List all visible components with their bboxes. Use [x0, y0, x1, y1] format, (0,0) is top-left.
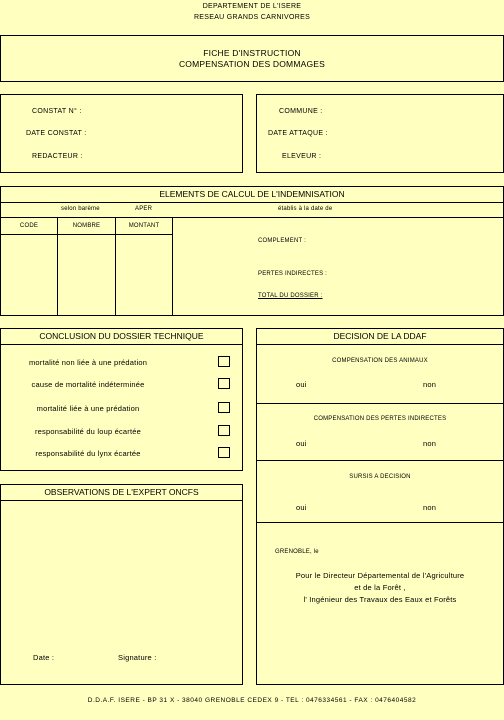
column-header-montant: MONTANT [128, 223, 160, 229]
header-network: RESEAU GRANDS CARNIVORES [193, 14, 311, 21]
non-label: non [423, 439, 437, 448]
grenoble-date-label: GRENOBLE, le [275, 549, 319, 555]
divider [257, 403, 503, 404]
column-divider [57, 217, 58, 316]
checkbox-mortalite-non-liee[interactable] [218, 356, 230, 367]
checkbox-loup-ecarte[interactable] [218, 425, 230, 436]
conclusion-item: mortalité non liée à une prédation [28, 358, 148, 367]
pertes-indirectes-label: PERTES INDIRECTES : [258, 271, 328, 277]
date-label: Date : [33, 653, 55, 662]
decision-heading-sursis: SURSIS A DECISION [349, 474, 411, 480]
divider [1, 234, 173, 235]
conclusion-item: cause de mortalité indéterminée [31, 380, 145, 389]
oui-label: oui [296, 380, 307, 389]
conclusion-item: responsabilité du loup écartée [34, 427, 142, 436]
divider [257, 460, 503, 461]
date-constat-label: DATE CONSTAT : [26, 130, 87, 137]
title-box [0, 35, 504, 82]
checkbox-cause-indeterminee[interactable] [218, 378, 230, 389]
date-attaque-label: DATE ATTAQUE : [268, 130, 328, 137]
title-line1: FICHE D'INSTRUCTION [203, 48, 301, 58]
conclusion-title: CONCLUSION DU DOSSIER TECHNIQUE [39, 331, 204, 341]
decision-title: DECISION DE LA DDAF [333, 331, 427, 341]
decision-heading-animaux: COMPENSATION DES ANIMAUX [332, 358, 428, 364]
redacteur-label: REDACTEUR : [32, 153, 83, 160]
observations-box [0, 484, 243, 685]
observations-title: OBSERVATIONS DE L'EXPERT ONCFS [44, 487, 199, 497]
non-label: non [423, 380, 437, 389]
oui-label: oui [296, 439, 307, 448]
aper-label: APER [135, 206, 153, 212]
checkbox-lynx-ecarte[interactable] [218, 447, 230, 458]
etablis-label: établis à la date de [278, 206, 333, 212]
divider [1, 500, 242, 501]
column-header-nombre: NOMBRE [72, 223, 101, 229]
eleveur-label: ELEVEUR : [282, 153, 322, 160]
oui-label: oui [296, 503, 307, 512]
divider [1, 344, 242, 345]
footer-address: D.D.A.F. ISERE - BP 31 X - 38040 GRENOBLE CEDEX 9 - TEL : 0476334561 - FAX : 0476404582 [87, 697, 417, 704]
constat-number-label: CONSTAT N° : [32, 108, 82, 115]
divider [1, 202, 503, 203]
column-divider [115, 217, 116, 316]
commune-label: COMMUNE : [279, 108, 323, 115]
signature-line: l' Ingénieur des Travaux des Eaux et Forêts [303, 595, 457, 604]
total-dossier-label: TOTAL DU DOSSIER : [258, 293, 323, 299]
column-header-code: CODE [19, 223, 39, 229]
selon-bareme-label: selon barème [61, 206, 100, 212]
conclusion-box [0, 328, 243, 471]
checkbox-mortalite-liee[interactable] [218, 402, 230, 413]
decision-heading-pertes: COMPENSATION DES PERTES INDIRECTES [313, 416, 447, 422]
header-department: DEPARTEMENT DE L'ISERE [202, 3, 302, 10]
elements-calcul-box [0, 186, 504, 316]
complement-label: COMPLEMENT : [258, 238, 306, 244]
decision-box [256, 328, 504, 685]
divider [257, 522, 503, 523]
column-divider [172, 217, 173, 316]
conclusion-item: mortalité liée à une prédation [36, 404, 140, 413]
constat-info-box [0, 94, 243, 173]
elements-title: ELEMENTS DE CALCUL DE L'INDEMNISATION [159, 189, 345, 199]
signature-label: Signature : [118, 653, 157, 662]
divider [1, 217, 503, 218]
divider [257, 344, 503, 345]
signature-line: et de la Forêt , [354, 583, 406, 592]
title-line2: COMPENSATION DES DOMMAGES [178, 59, 326, 69]
non-label: non [423, 503, 437, 512]
commune-info-box [256, 94, 504, 173]
signature-line: Pour le Directeur Départemental de l'Agriculture [295, 571, 465, 580]
conclusion-item: responsabilité du lynx écartée [35, 449, 141, 458]
